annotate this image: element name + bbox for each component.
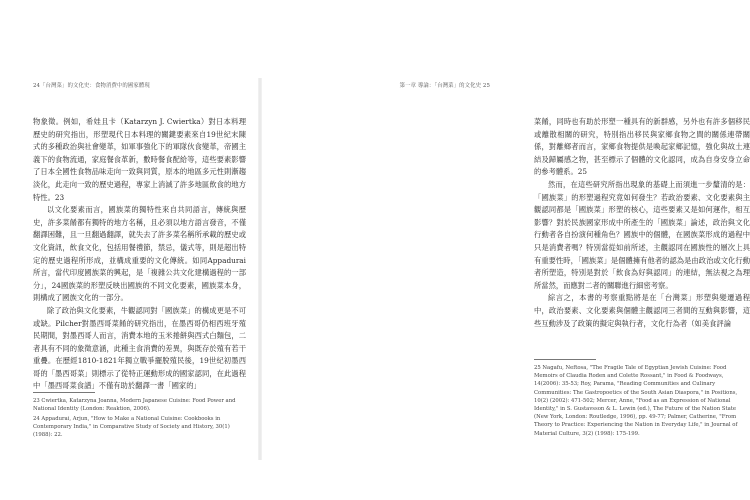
left-page: [0, 0, 260, 500]
right-footnote-rule: [534, 359, 596, 360]
right-paragraph-3: 綜言之，本書的考察重點將是在「台灣菜」形塑與變遷過程中，政治要素、文化要素與個體主觀認同三者間的互動與影響，這些互動涉及了政策的擬定與執行者，文化行為者（如美食評論: [534, 293, 750, 328]
right-paragraph-2: 然而，在這些研究所指出現象的基礎上而須進一步釐清的是：「國族菜」的形塑過程究竟如何發生？若政治要素、文化要素與主觀認同都是「國族菜」形塑的核心，這些要素又是如何運作，相互影響？對於民族國家形成中所產生的「國族菜」論述，政治與文化行動者各自扮演何種角色？國族中的個體，在國族菜形成的過程中只是消費者嗎？特別當從如前所述，主觀認同在國族性的層次上具有重要性時，「國族菜」是個體擁有他者的認為是由政治或文化行動者所塑造，特別是對於「飲食為好與認同」的連結，無法視之為理所當然，而應對二者的關聯進行細密考察。: [534, 179, 750, 290]
left-paragraph-1: 物象徵。例如，希娃且卡（Katarzyn J. Cwiertka）對日本料理歷史的研究指出，形塑現代日本料理的關鍵要素來自19世紀末陳式的多種政治與社會變革，如軍事強化下的軍隊伙食變革，帝國主義下的食物流通，家庭餐食革新，數時餐食配給等，這些要素影響了日本全國性食物品味走向一致與同質，原本的地區多元性則漸趨淡化，此走向一致的歷史過程，專家上消滅了許多地區飲食的地方特性。23: [33, 117, 246, 202]
left-footnotes: [33, 397, 246, 441]
footnote-25: 25 Nagafu, Neftosa, "The Fragile Tale of Egyptian Jewish Cuisine: Food Memoirs of Claudia Roden and Colette Rossant," in Food & Foodways, 14(2006): 35-53; Roy, Parama, "Reading Communities and Culinary Communities: The Gastropoetics of the South Asian Diaspora," in Positions, 10(2) (2002): 471-502; Mercer, Anne, "Food as an Expression of National Identity," in S. Gustavsson & L. Lewin (ed.), The Future of the Nation State (New York, London: Routledge, 1996), pp. 49-77; Palmer, Catherine, "From Theory to Practice: Experiencing the Nation in Everyday Life," in Journal of Material Culture, 3(2) (1998): 175-199.: [534, 365, 738, 437]
left-body-text: [33, 116, 246, 393]
footnote-24: 24 Appadurai, Arjun, "How to Make a National Cuisine: Cookbooks in Contemporary India," in Comparative Study of Society and History, 30(1) (1988): 22.: [33, 416, 230, 439]
footnote-23: 23 Cwiertka, Katarzyna Joanna, Modern Japanese Cuisine: Food Power and National Identity (London: Reaktion, 2006).: [33, 398, 236, 413]
left-footnote-rule: [33, 392, 95, 393]
right-paragraph-1: 菜餚，同時也有助於形塑一種具有的新群感，另外也有許多個移民或離散相關的研究，特別指出移民與家鄉食物之間的關係連帶關係，對離鄉者而言，家鄉食物提供是喚起家鄉記憶，強化與故土連結及歸屬感之物，甚至標示了個體的文化認同，成為自身安身立命的參考體系。25: [534, 117, 750, 177]
left-paragraph-2: 以文化要素而言，國族菜的獨特性來自共同語言，傳統與歷史，許多菜餚都有獨特的地方名稱，且必須以地方語言發音，不僅翻譯困難，且一旦翻過翻譯，就失去了許多菜名稱所承載的歷史或文化資訊，飲食文化，包括用餐禮節，禁忌，儀式等，則是超出特定的歷史過程所形成，並構成重要的文化傳統。如同Appadurai所言，當代印度國族菜的興起，是「複雜公共文化建構過程的一部分」，24國族菜的形塑反映出國族的不同文化要素，國族菜本身，則構成了國族文化的一部分。: [33, 205, 246, 303]
left-running-header: 24「台灣菜」的文化史：食物消費中的國家體現: [33, 83, 150, 89]
left-paragraph-3: 除了政治與文化要素，牛觀認同對「國族菜」的構成更是不可或缺。Pilcher對墨西哥菜餚的研究指出，在墨西哥仍相西班牙殖民期間，對墨西哥人而言，消費本地的玉米捲餅與西式白麵包，二者具有不同的象徵意涵，此種主食消費的差異，與既存於殖有若干重疊。在歷經1810-1821年獨立戰爭擺脫殖民後，19世紀初墨西哥的「墨西哥菜」則標示了從特正運動形成的國家認同，在此過程中「墨西哥菜食譜」不僅有助於翻譯一書「國家的」: [33, 305, 246, 391]
right-body-text: [534, 116, 750, 330]
right-running-header: 第一章 導論：「台灣菜」的文化史 25: [399, 83, 490, 89]
right-page: [260, 0, 750, 500]
right-footnotes: [534, 364, 750, 439]
